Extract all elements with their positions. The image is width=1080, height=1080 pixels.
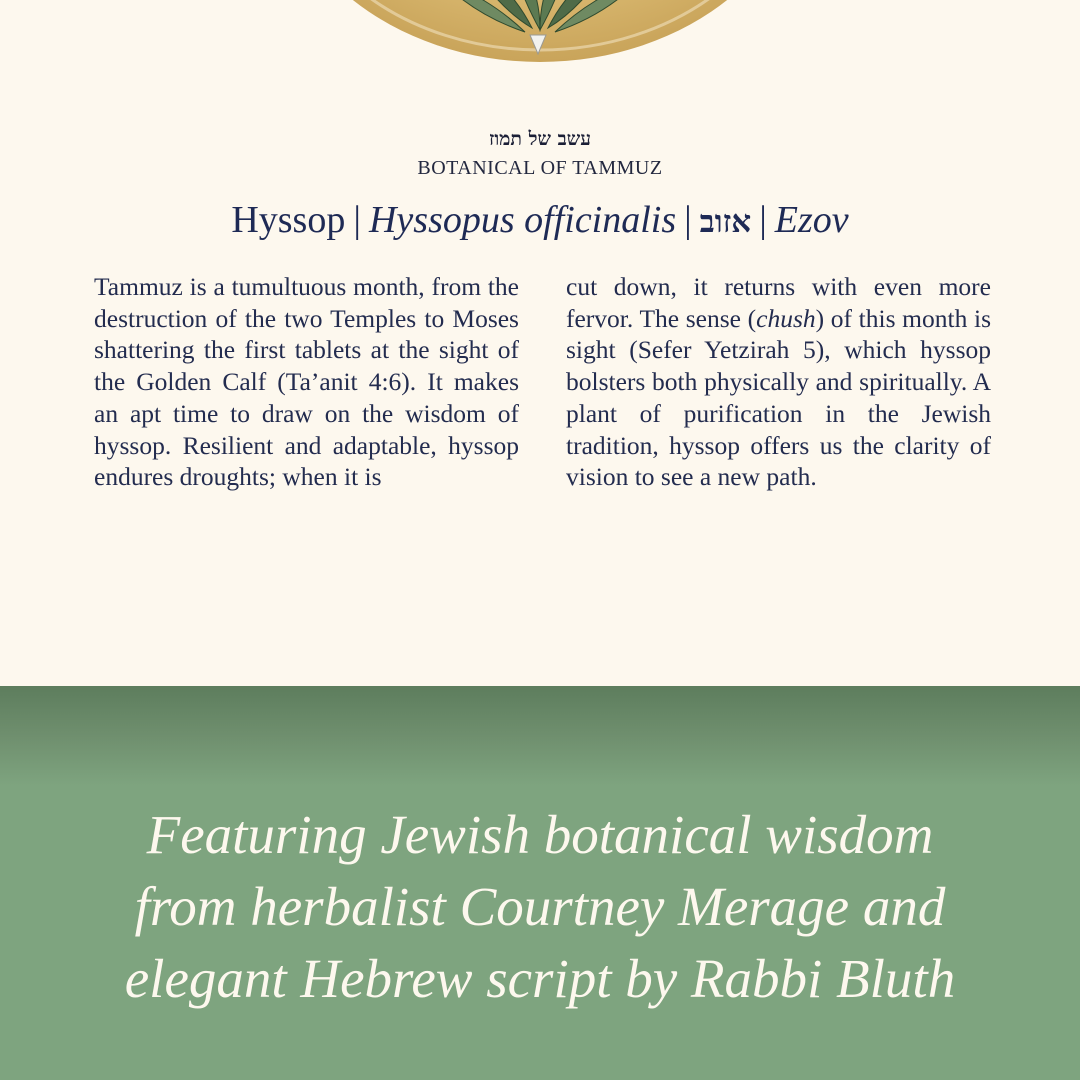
latin-name: Hyssopus officinalis [368,199,677,241]
separator: | [759,199,767,241]
tagline-line: from herbalist Courtney Merage and [134,876,946,937]
hebrew-subtitle: עשב של תמוז [489,128,591,150]
body-text-part: ) of this month is sight (Sefer Yetzirah 5), which hyssop bolsters both physically and spiritually. A plant of purification in the Jewish tradition, hyssop offers us the clarity of vision to see a new path. [566,303,992,492]
footer-banner [0,686,1080,1080]
subtitle: BOTANICAL OF TAMMUZ [417,157,663,179]
tagline-line: elegant Hebrew script by Rabbi Bluth [124,948,956,1009]
common-name: Hyssop [231,199,346,241]
separator: | [353,199,361,241]
plant-name-line [0,198,1080,242]
body-text-part: cut down, it returns with even more fervor. The sense ( [566,272,991,333]
hebrew-name: אזוב [699,204,752,240]
tagline [40,799,1040,1015]
hyssop-illustration [270,0,810,62]
body-text-left: Tammuz is a tumultuous month, from the destruction of the two Temples to Moses shattering the first tablets at the sight of the Golden Calf (Ta’anit 4:6). It makes an apt time to draw on the wisdom of hyssop. Resilient and adaptable, hyssop endures droughts; when it is [94,272,519,492]
body-text-right [566,271,991,493]
separator: | [684,199,692,241]
chush-term: chush [756,303,816,333]
tagline-line: Featuring Jewish botanical wisdom [146,804,934,865]
transliteration: Ezov [774,199,849,241]
